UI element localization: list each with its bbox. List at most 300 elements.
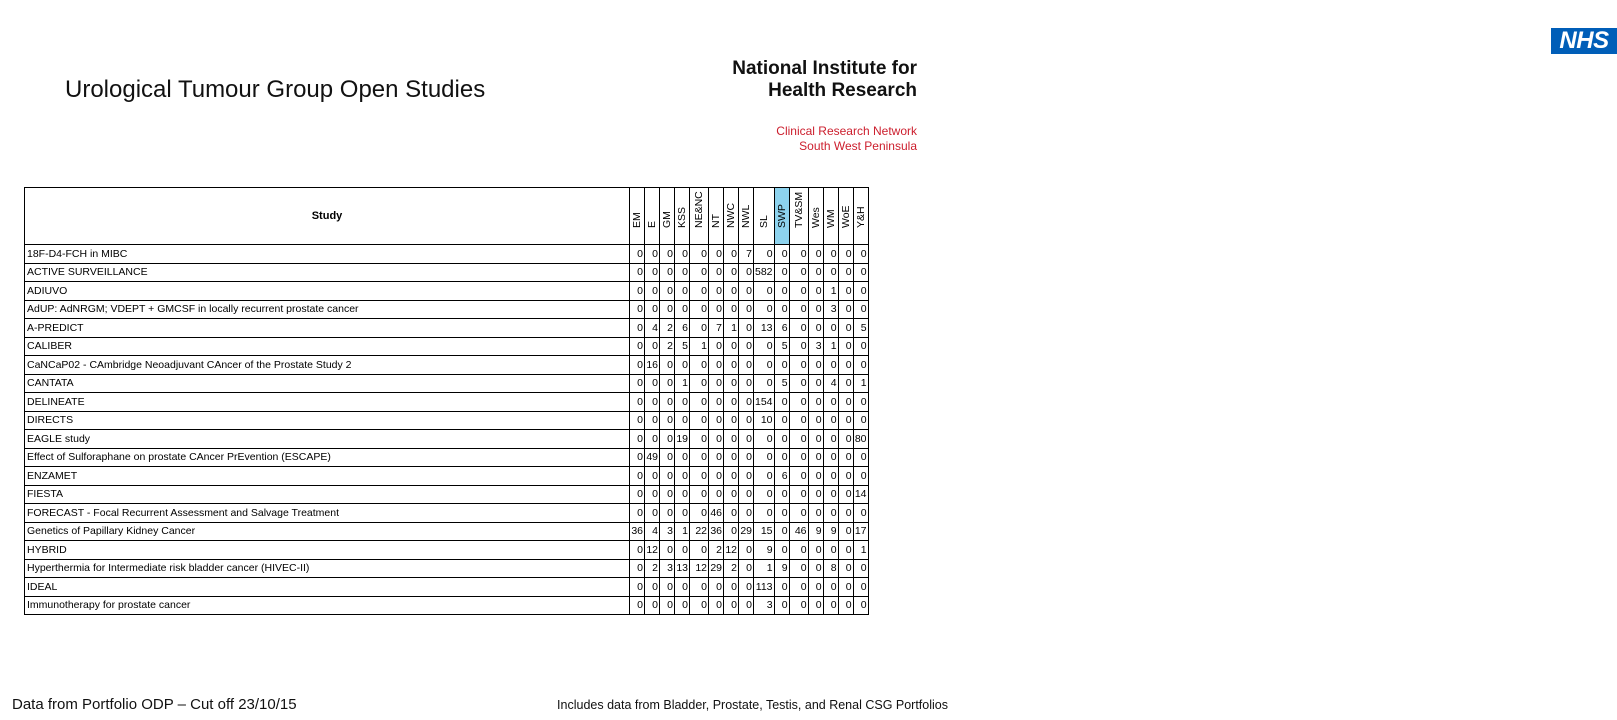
table-row <box>25 393 869 412</box>
value-cell: 0 <box>709 282 724 301</box>
value-cell: 0 <box>789 245 808 264</box>
value-cell: 0 <box>675 504 690 523</box>
value-cell: 2 <box>724 559 739 578</box>
value-cell: 0 <box>739 485 754 504</box>
value-cell: 0 <box>838 578 853 597</box>
value-cell: 15 <box>754 522 775 541</box>
value-cell: 1 <box>675 522 690 541</box>
value-cell: 0 <box>754 504 775 523</box>
value-cell: 9 <box>823 522 838 541</box>
value-cell: 0 <box>739 541 754 560</box>
value-cell: 49 <box>645 448 660 467</box>
logo-network-name: Clinical Research Network South West Peninsula <box>776 124 917 153</box>
value-cell: 1 <box>754 559 775 578</box>
value-cell: 0 <box>774 485 789 504</box>
value-cell: 0 <box>690 467 709 486</box>
value-cell: 0 <box>724 337 739 356</box>
value-cell: 0 <box>853 356 868 375</box>
value-cell: 0 <box>789 504 808 523</box>
study-name-cell: ACTIVE SURVEILLANCE <box>25 263 630 282</box>
value-cell: 0 <box>838 448 853 467</box>
value-cell: 0 <box>789 374 808 393</box>
value-cell: 1 <box>724 319 739 338</box>
value-cell: 0 <box>724 430 739 449</box>
value-cell: 46 <box>789 522 808 541</box>
value-cell: 0 <box>808 467 823 486</box>
value-cell: 0 <box>838 393 853 412</box>
value-cell: 0 <box>724 504 739 523</box>
study-name-cell: FIESTA <box>25 485 630 504</box>
table-row <box>25 485 869 504</box>
column-header <box>739 188 754 245</box>
value-cell: 0 <box>724 300 739 319</box>
column-header <box>808 188 823 245</box>
value-cell: 0 <box>823 356 838 375</box>
value-cell: 0 <box>789 393 808 412</box>
value-cell: 0 <box>709 356 724 375</box>
value-cell: 5 <box>774 374 789 393</box>
value-cell: 0 <box>690 411 709 430</box>
value-cell: 0 <box>630 467 645 486</box>
study-name-cell: A-PREDICT <box>25 319 630 338</box>
value-cell: 0 <box>838 356 853 375</box>
value-cell: 0 <box>838 300 853 319</box>
column-header-label: WoE <box>839 205 852 228</box>
value-cell: 4 <box>645 319 660 338</box>
value-cell: 0 <box>709 430 724 449</box>
table-row <box>25 411 869 430</box>
value-cell: 0 <box>774 411 789 430</box>
table-row <box>25 578 869 597</box>
value-cell: 0 <box>789 430 808 449</box>
table-body <box>25 245 869 615</box>
value-cell: 14 <box>853 485 868 504</box>
value-cell: 16 <box>645 356 660 375</box>
column-header <box>774 188 789 245</box>
table-row <box>25 541 869 560</box>
study-name-cell: EAGLE study <box>25 430 630 449</box>
value-cell: 0 <box>853 337 868 356</box>
table-row <box>25 467 869 486</box>
value-cell: 7 <box>709 319 724 338</box>
value-cell: 0 <box>660 356 675 375</box>
value-cell: 0 <box>724 356 739 375</box>
value-cell: 0 <box>823 596 838 615</box>
value-cell: 0 <box>660 467 675 486</box>
value-cell: 0 <box>789 467 808 486</box>
value-cell: 0 <box>660 448 675 467</box>
study-name-cell: ADIUVO <box>25 282 630 301</box>
value-cell: 0 <box>630 541 645 560</box>
value-cell: 0 <box>630 337 645 356</box>
value-cell: 0 <box>789 578 808 597</box>
value-cell: 0 <box>754 485 775 504</box>
value-cell: 0 <box>789 300 808 319</box>
value-cell: 0 <box>789 541 808 560</box>
column-header-label: E <box>646 220 658 228</box>
table-row <box>25 245 869 264</box>
nihr-logo <box>705 27 1609 158</box>
value-cell: 582 <box>754 263 775 282</box>
study-name-cell: AdUP: AdNRGM; VDEPT + GMCSF in locally recurrent prostate cancer <box>25 300 630 319</box>
value-cell: 0 <box>789 263 808 282</box>
study-name-cell: CALIBER <box>25 337 630 356</box>
value-cell: 0 <box>690 596 709 615</box>
column-header-label: NT <box>710 214 722 228</box>
value-cell: 2 <box>709 541 724 560</box>
value-cell: 9 <box>774 559 789 578</box>
value-cell: 0 <box>675 541 690 560</box>
value-cell: 0 <box>645 245 660 264</box>
column-header-label: EM <box>631 212 643 228</box>
value-cell: 0 <box>838 504 853 523</box>
page-title: Urological Tumour Group Open Studies <box>65 76 486 103</box>
value-cell: 0 <box>690 356 709 375</box>
study-name-cell: ENZAMET <box>25 467 630 486</box>
value-cell: 0 <box>645 504 660 523</box>
value-cell: 0 <box>754 448 775 467</box>
value-cell: 6 <box>774 467 789 486</box>
value-cell: 0 <box>853 282 868 301</box>
value-cell: 0 <box>709 448 724 467</box>
value-cell: 0 <box>838 541 853 560</box>
column-header <box>690 188 709 245</box>
value-cell: 0 <box>630 485 645 504</box>
value-cell: 0 <box>754 300 775 319</box>
value-cell: 5 <box>774 337 789 356</box>
value-cell: 0 <box>630 300 645 319</box>
value-cell: 0 <box>724 467 739 486</box>
value-cell: 0 <box>808 485 823 504</box>
value-cell: 0 <box>724 282 739 301</box>
value-cell: 3 <box>823 300 838 319</box>
value-cell: 0 <box>660 245 675 264</box>
value-cell: 0 <box>823 319 838 338</box>
study-name-cell: IDEAL <box>25 578 630 597</box>
value-cell: 0 <box>709 411 724 430</box>
value-cell: 0 <box>754 245 775 264</box>
value-cell: 0 <box>645 578 660 597</box>
value-cell: 0 <box>808 319 823 338</box>
table-row <box>25 356 869 375</box>
value-cell: 0 <box>739 596 754 615</box>
value-cell: 0 <box>709 374 724 393</box>
study-name-cell: DELINEATE <box>25 393 630 412</box>
value-cell: 0 <box>739 300 754 319</box>
value-cell: 0 <box>709 485 724 504</box>
value-cell: 36 <box>630 522 645 541</box>
nhs-badge: NHS <box>1551 28 1617 54</box>
table-row <box>25 596 869 615</box>
value-cell: 0 <box>690 245 709 264</box>
value-cell: 0 <box>838 430 853 449</box>
value-cell: 2 <box>645 559 660 578</box>
value-cell: 0 <box>789 337 808 356</box>
value-cell: 0 <box>789 282 808 301</box>
value-cell: 1 <box>690 337 709 356</box>
value-cell: 0 <box>690 485 709 504</box>
column-header <box>789 188 808 245</box>
value-cell: 0 <box>823 245 838 264</box>
value-cell: 0 <box>808 430 823 449</box>
value-cell: 2 <box>660 337 675 356</box>
value-cell: 22 <box>690 522 709 541</box>
value-cell: 0 <box>754 356 775 375</box>
value-cell: 113 <box>754 578 775 597</box>
value-cell: 0 <box>709 467 724 486</box>
value-cell: 0 <box>739 430 754 449</box>
value-cell: 0 <box>690 448 709 467</box>
column-header <box>724 188 739 245</box>
value-cell: 0 <box>754 374 775 393</box>
value-cell: 0 <box>724 522 739 541</box>
value-cell: 0 <box>660 596 675 615</box>
value-cell: 0 <box>789 448 808 467</box>
value-cell: 0 <box>739 504 754 523</box>
value-cell: 0 <box>838 559 853 578</box>
value-cell: 0 <box>724 411 739 430</box>
table-row <box>25 263 869 282</box>
value-cell: 3 <box>660 522 675 541</box>
value-cell: 0 <box>789 596 808 615</box>
value-cell: 0 <box>630 559 645 578</box>
value-cell: 0 <box>838 596 853 615</box>
column-header-label: GM <box>661 211 673 228</box>
value-cell: 0 <box>675 393 690 412</box>
value-cell: 0 <box>675 596 690 615</box>
value-cell: 0 <box>645 374 660 393</box>
value-cell: 13 <box>754 319 775 338</box>
column-header-label: WM <box>824 209 837 228</box>
value-cell: 0 <box>739 559 754 578</box>
value-cell: 0 <box>675 282 690 301</box>
value-cell: 0 <box>853 263 868 282</box>
value-cell: 0 <box>630 393 645 412</box>
column-header-label: NE&NC <box>693 191 705 228</box>
value-cell: 0 <box>823 485 838 504</box>
value-cell: 0 <box>808 504 823 523</box>
value-cell: 0 <box>690 393 709 412</box>
value-cell: 0 <box>808 559 823 578</box>
value-cell: 154 <box>754 393 775 412</box>
value-cell: 12 <box>645 541 660 560</box>
value-cell: 0 <box>630 245 645 264</box>
value-cell: 0 <box>808 596 823 615</box>
value-cell: 0 <box>823 504 838 523</box>
value-cell: 0 <box>808 411 823 430</box>
value-cell: 0 <box>660 282 675 301</box>
value-cell: 80 <box>853 430 868 449</box>
value-cell: 0 <box>838 337 853 356</box>
value-cell: 0 <box>675 356 690 375</box>
table-row <box>25 522 869 541</box>
table-row <box>25 337 869 356</box>
value-cell: 0 <box>739 411 754 430</box>
value-cell: 1 <box>853 374 868 393</box>
value-cell: 12 <box>724 541 739 560</box>
value-cell: 0 <box>853 467 868 486</box>
table-row <box>25 319 869 338</box>
value-cell: 0 <box>630 448 645 467</box>
value-cell: 12 <box>690 559 709 578</box>
footer-portfolio-note: Includes data from Bladder, Prostate, Testis, and Renal CSG Portfolios <box>557 698 948 712</box>
value-cell: 0 <box>660 541 675 560</box>
value-cell: 0 <box>630 504 645 523</box>
value-cell: 0 <box>823 430 838 449</box>
value-cell: 0 <box>645 300 660 319</box>
value-cell: 8 <box>823 559 838 578</box>
value-cell: 1 <box>823 337 838 356</box>
value-cell: 0 <box>690 504 709 523</box>
value-cell: 0 <box>838 411 853 430</box>
value-cell: 0 <box>690 263 709 282</box>
value-cell: 0 <box>645 596 660 615</box>
value-cell: 0 <box>660 374 675 393</box>
value-cell: 0 <box>739 337 754 356</box>
value-cell: 0 <box>660 393 675 412</box>
value-cell: 0 <box>739 263 754 282</box>
value-cell: 0 <box>774 263 789 282</box>
column-header <box>645 188 660 245</box>
value-cell: 0 <box>808 448 823 467</box>
value-cell: 0 <box>823 393 838 412</box>
value-cell: 13 <box>675 559 690 578</box>
column-header <box>838 188 853 245</box>
value-cell: 0 <box>645 411 660 430</box>
value-cell: 0 <box>774 541 789 560</box>
value-cell: 17 <box>853 522 868 541</box>
value-cell: 0 <box>709 393 724 412</box>
column-header <box>709 188 724 245</box>
value-cell: 0 <box>739 319 754 338</box>
value-cell: 0 <box>774 300 789 319</box>
value-cell: 29 <box>739 522 754 541</box>
value-cell: 0 <box>808 541 823 560</box>
value-cell: 3 <box>808 337 823 356</box>
table-row <box>25 374 869 393</box>
value-cell: 0 <box>660 411 675 430</box>
value-cell: 6 <box>774 319 789 338</box>
value-cell: 0 <box>690 578 709 597</box>
table-row <box>25 559 869 578</box>
table-row <box>25 300 869 319</box>
value-cell: 0 <box>808 245 823 264</box>
value-cell: 0 <box>853 559 868 578</box>
study-name-cell: Hyperthermia for Intermediate risk bladder cancer (HIVEC-II) <box>25 559 630 578</box>
value-cell: 0 <box>774 504 789 523</box>
value-cell: 0 <box>754 430 775 449</box>
column-header-label: Y&H <box>854 206 867 228</box>
value-cell: 0 <box>838 374 853 393</box>
value-cell: 0 <box>630 430 645 449</box>
column-header <box>630 188 645 245</box>
value-cell: 0 <box>645 485 660 504</box>
value-cell: 0 <box>630 578 645 597</box>
value-cell: 0 <box>853 596 868 615</box>
value-cell: 0 <box>838 245 853 264</box>
value-cell: 0 <box>675 411 690 430</box>
value-cell: 0 <box>754 337 775 356</box>
value-cell: 0 <box>823 541 838 560</box>
value-cell: 1 <box>853 541 868 560</box>
value-cell: 0 <box>838 467 853 486</box>
value-cell: 0 <box>630 263 645 282</box>
value-cell: 0 <box>645 337 660 356</box>
table-row <box>25 448 869 467</box>
value-cell: 0 <box>645 263 660 282</box>
column-header <box>853 188 868 245</box>
value-cell: 0 <box>789 411 808 430</box>
value-cell: 0 <box>675 300 690 319</box>
value-cell: 9 <box>808 522 823 541</box>
value-cell: 0 <box>823 448 838 467</box>
value-cell: 0 <box>808 393 823 412</box>
value-cell: 0 <box>690 430 709 449</box>
column-header-label: Wes <box>809 207 822 228</box>
value-cell: 0 <box>630 596 645 615</box>
study-name-cell: DIRECTS <box>25 411 630 430</box>
value-cell: 6 <box>675 319 690 338</box>
value-cell: 0 <box>709 263 724 282</box>
value-cell: 5 <box>853 319 868 338</box>
table-row <box>25 504 869 523</box>
value-cell: 1 <box>675 374 690 393</box>
value-cell: 0 <box>690 541 709 560</box>
value-cell: 10 <box>754 411 775 430</box>
value-cell: 0 <box>739 467 754 486</box>
value-cell: 0 <box>675 485 690 504</box>
value-cell: 0 <box>675 467 690 486</box>
value-cell: 0 <box>774 282 789 301</box>
value-cell: 0 <box>789 559 808 578</box>
value-cell: 0 <box>690 282 709 301</box>
study-name-cell: CANTATA <box>25 374 630 393</box>
value-cell: 0 <box>709 596 724 615</box>
value-cell: 0 <box>774 522 789 541</box>
value-cell: 0 <box>690 300 709 319</box>
value-cell: 0 <box>675 578 690 597</box>
column-header-label: NWL <box>740 204 752 228</box>
value-cell: 0 <box>709 245 724 264</box>
value-cell: 0 <box>724 485 739 504</box>
value-cell: 0 <box>774 245 789 264</box>
value-cell: 3 <box>754 596 775 615</box>
value-cell: 0 <box>774 448 789 467</box>
value-cell: 0 <box>709 300 724 319</box>
study-name-cell: HYBRID <box>25 541 630 560</box>
value-cell: 0 <box>853 411 868 430</box>
value-cell: 2 <box>660 319 675 338</box>
column-header-label: NWC <box>725 202 737 228</box>
value-cell: 0 <box>789 485 808 504</box>
value-cell: 0 <box>630 374 645 393</box>
value-cell: 0 <box>838 485 853 504</box>
study-column-header: Study <box>25 188 630 245</box>
value-cell: 0 <box>774 356 789 375</box>
value-cell: 4 <box>645 522 660 541</box>
value-cell: 0 <box>853 578 868 597</box>
column-header <box>660 188 675 245</box>
table-row <box>25 430 869 449</box>
value-cell: 0 <box>789 356 808 375</box>
logo-organisation-name: National Institute for Health Research <box>732 58 917 101</box>
value-cell: 0 <box>660 430 675 449</box>
column-header <box>823 188 838 245</box>
value-cell: 0 <box>709 578 724 597</box>
value-cell: 0 <box>630 319 645 338</box>
value-cell: 0 <box>808 282 823 301</box>
value-cell: 0 <box>660 504 675 523</box>
